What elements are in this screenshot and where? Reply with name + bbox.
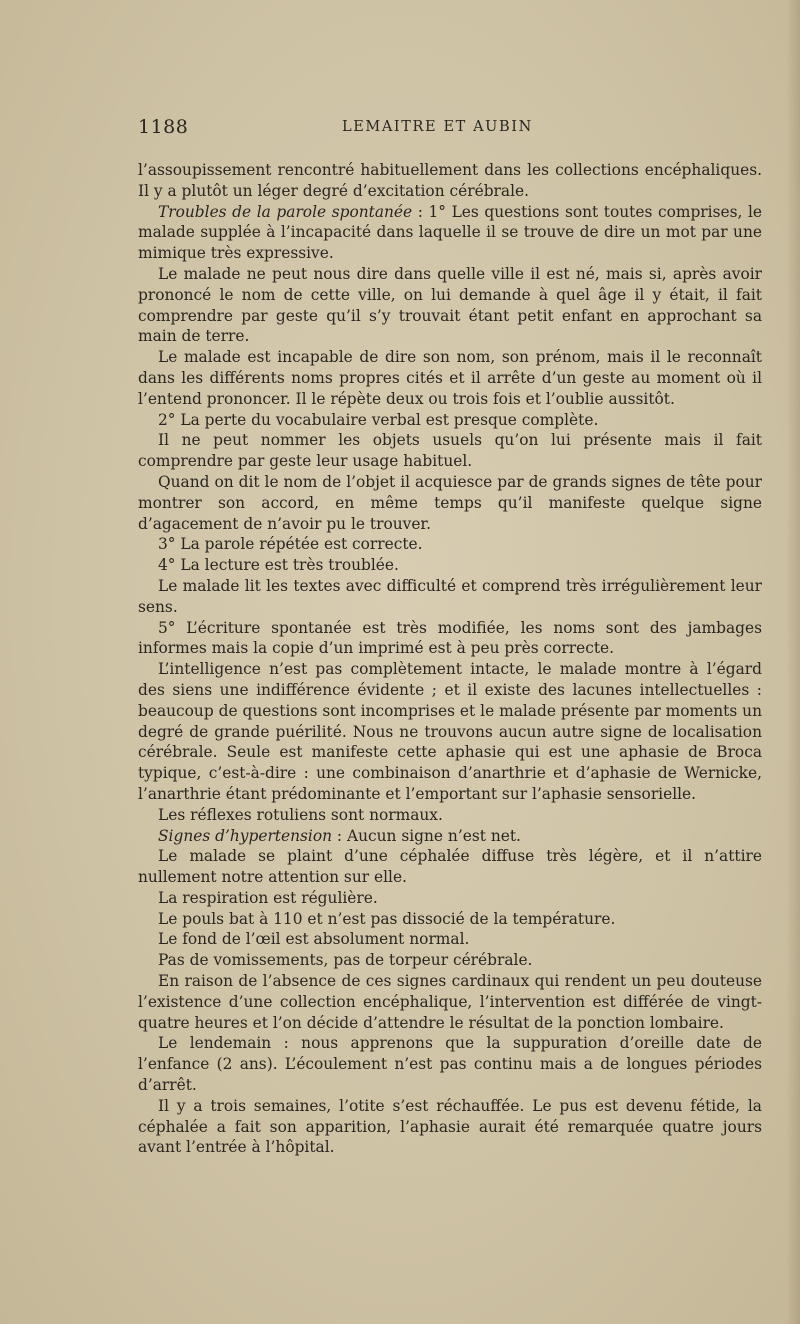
- paragraph: La respiration est régulière.: [158, 888, 378, 907]
- paragraph: Le malade se plaint d’une céphalée diffuse très légère, et il n’attire nullement notre attention sur elle.: [138, 847, 762, 887]
- paragraph: 4° La lecture est très troublée.: [158, 556, 399, 575]
- paragraph: 2° La perte du vocabulaire verbal est presque complète.: [158, 410, 599, 429]
- paragraph: Le pouls bat à 110 et n’est pas dissocié de la température.: [158, 909, 616, 928]
- text-block: [138, 116, 762, 1158]
- paragraph: Le malade ne peut nous dire dans quelle ville il est né, mais si, après avoir prononcé le nom de cette ville, on lui demande à quel âge il y était, il fait comprendre par geste qu’il s’y trouvait étant petit enfant en approchant sa main de terre.: [138, 264, 762, 346]
- paragraph: l’assoupissement rencontré habituellement dans les collections encéphaliques. Il y a plutôt un léger degré d’excitation cérébrale.: [138, 161, 762, 200]
- running-head: [138, 116, 762, 142]
- paragraph: 5° L’écriture spontanée est très modifiée, les noms sont des jambages informes mais la copie d’un imprimé est à peu près correcte.: [138, 618, 762, 658]
- paragraph: Pas de vomissements, pas de torpeur cérébrale.: [158, 951, 533, 970]
- paragraph: Le malade lit les textes avec difficulté et comprend très irrégulièrement leur sens.: [138, 576, 762, 616]
- paragraph: 3° La parole répétée est correcte.: [158, 535, 423, 554]
- page-number: 1188: [138, 116, 189, 138]
- paragraph: Il y a trois semaines, l’otite s’est réchauffée. Le pus est devenu fétide, la céphalée a fait son apparition, l’aphasie aurait été remarquée quatre jours avant l’entrée à l’hôpital.: [138, 1096, 762, 1157]
- paragraph: Il ne peut nommer les objets usuels qu’on lui présente mais il fait comprendre par geste leur usage habituel.: [138, 431, 762, 471]
- section-heading-italic: Signes d’hypertension: [158, 826, 333, 845]
- paragraph: Le fond de l’œil est absolument normal.: [158, 930, 470, 949]
- section-heading-italic: Troubles de la parole spontanée: [158, 202, 413, 221]
- paragraph: Le malade est incapable de dire son nom, son prénom, mais il le reconnaît dans les différents noms propres cités et il arrête d’un geste au moment où il l’entend prononcer. Il le répète deux ou trois fois et l’oublie aussitôt.: [138, 348, 762, 408]
- paragraph: Troubles de la parole spontanée : 1° Les questions sont toutes comprises, le malade supplée à l’incapacité dans laquelle il se trouve de dire un mot par une mimique très expressive.: [138, 202, 762, 263]
- paragraph: En raison de l’absence de ces signes cardinaux qui rendent un peu douteuse l’existence d’une collection encéphalique, l’intervention est différée de vingt-quatre heures et l’on décide d’attendre le résultat de la ponction lombaire.: [138, 972, 762, 1032]
- running-head-authors: LEMAITRE ET AUBIN: [342, 119, 533, 135]
- paragraph: L’intelligence n’est pas complètement intacte, le malade montre à l’égard des siens une indifférence évidente ; et il existe des lacunes intellectuelles : beaucoup de questions sont incomprises et le malade présente par moments un degré de grande puérilité. Nous ne trouvons aucun autre signe de localisation cérébrale. Seule est manifeste cette aphasie qui est une aphasie de Broca typique, c’est-à-dire : une combinaison d’anarthrie et d’aphasie de Wernicke, l’anarthrie étant prédominante et l’emportant sur l’aphasie sensorielle.: [138, 660, 762, 803]
- paragraph: Le lendemain : nous apprenons que la suppuration d’oreille date de l’enfance (2 ans). L’écoulement n’est pas continu mais a de longues périodes d’arrêt.: [138, 1034, 762, 1095]
- paragraph: Quand on dit le nom de l’objet il acquiesce par de grands signes de tête pour montrer son accord, en même temps qu’il manifeste quelque signe d’agacement de n’avoir pu le trouver.: [138, 472, 762, 533]
- paragraph: Signes d’hypertension : Aucun signe n’est net.: [158, 826, 521, 845]
- paragraph: Les réflexes rotuliens sont normaux.: [158, 805, 443, 824]
